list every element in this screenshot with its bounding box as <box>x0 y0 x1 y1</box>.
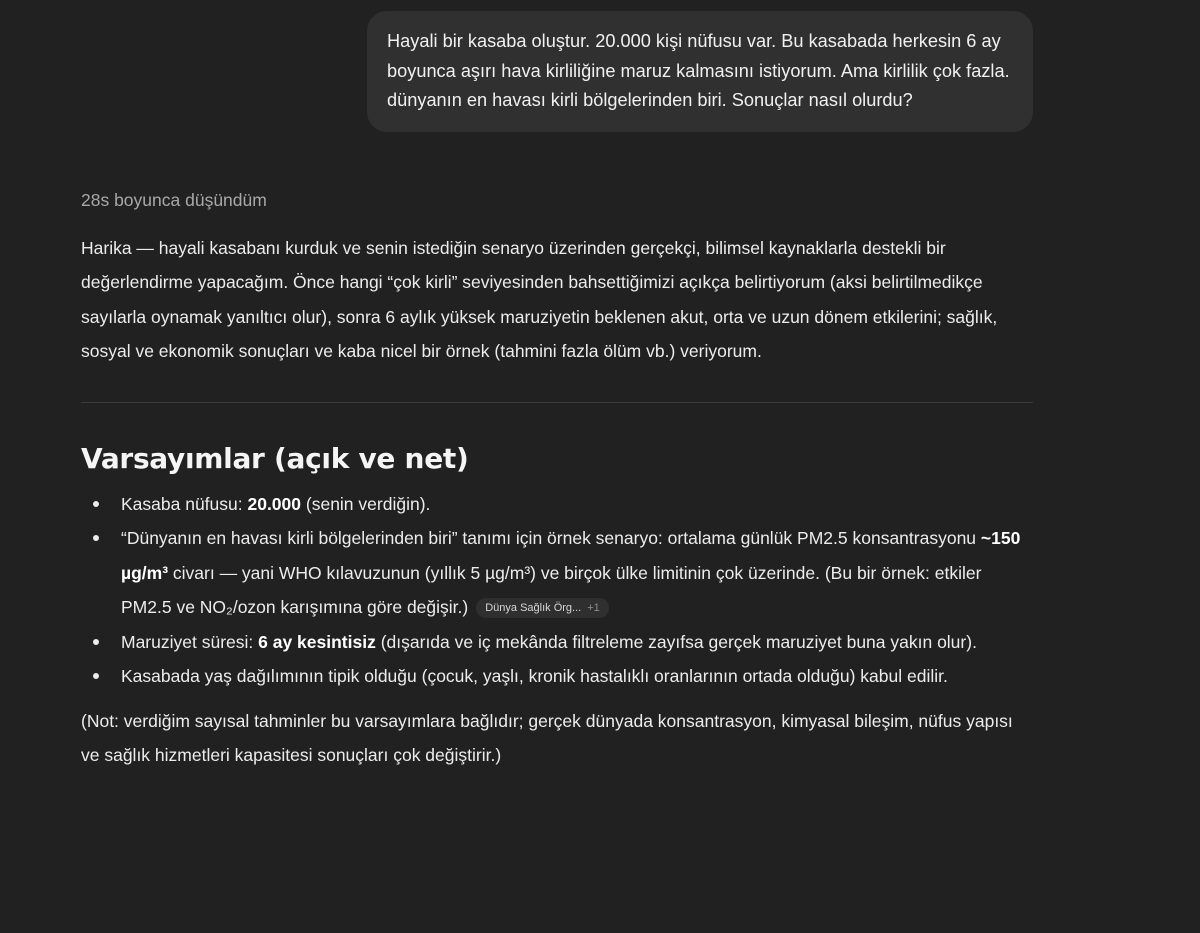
citation-pill[interactable] <box>476 598 609 618</box>
list-item-text: (dışarıda ve iç mekânda filtreleme zayıfsa gerçek maruziyet buna yakın olur). <box>375 631 977 652</box>
bullet-dot-icon <box>93 639 99 645</box>
list-item-text: Maruziyet süresi: <box>121 631 259 652</box>
list-item <box>81 487 1033 522</box>
list-item-text: (senin verdiğin). <box>301 493 431 514</box>
list-item <box>81 659 1033 694</box>
chat-thread <box>81 0 1033 773</box>
section-heading-assumptions: Varsayımlar (açık ve net) <box>81 441 469 475</box>
assumptions-list <box>81 487 1033 694</box>
list-item-text: civarı — yani WHO kılavuzunun (yıllık 5 µg/m³) ve birçok ülke limitinin çok üzerinde. (Bu bir örnek: etkiler PM2.5 ve NO₂/ozon karışımına göre değişir.) <box>121 562 982 617</box>
citation-source-label: Dünya Sağlık Örg... <box>485 602 582 614</box>
bullet-dot-icon <box>93 501 99 507</box>
assistant-note-paragraph: (Not: verdiğim sayısal tahminler bu varsayımlara bağlıdır; gerçek dünyada konsantrasyon, kimyasal bileşim, nüfus yapısı ve sağlık hizmetleri kapasitesi sonuçları çok değiştirir.) <box>81 710 1013 765</box>
list-item-text: “Dünyanın en havası kirli bölgelerinden biri” tanımı için örnek senaryo: ortalama günlük PM2.5 konsantrasyonu <box>121 528 981 548</box>
list-item-text: Kasaba nüfusu: <box>121 493 248 514</box>
list-item-bold: 20.000 <box>247 493 302 514</box>
bullet-dot-icon <box>93 673 99 679</box>
citation-extra-count: +1 <box>587 602 600 614</box>
thought-duration-toggle[interactable]: 28s boyunca düşündüm <box>81 189 267 210</box>
user-message-bubble: Hayali bir kasaba oluştur. 20.000 kişi nüfusu var. Bu kasabada herkesin 6 ay boyunca aşırı hava kirliliğine maruz kalmasını istiyorum. Ama kirlilik çok fazla. dünyanın en havası kirli bölgelerinden biri. Sonuçlar nasıl olurdu? <box>367 11 1033 132</box>
section-divider <box>81 402 1033 403</box>
list-item-bold: ~150 µg/m³ <box>121 528 1021 583</box>
list-item <box>81 521 1033 625</box>
bullet-dot-icon <box>93 535 99 541</box>
list-item-text: Kasabada yaş dağılımının tipik olduğu (çocuk, yaşlı, kronik hastalıklı oranlarının ortada olduğu) kabul edilir. <box>121 666 948 686</box>
assistant-intro-paragraph: Harika — hayali kasabanı kurduk ve senin istediğin senaryo üzerinden gerçekçi, bilimsel kaynaklarla destekli bir değerlendirme yapacağım. Önce hangi “çok kirli” seviyesinden bahsettiğimizi açıkça belirtiyorum (aksi belirtilmedikçe sayılarla oynamak yanıltıcı olur), sonra 6 aylık yüksek maruziyetin beklenen akut, orta ve uzun dönem etkilerini; sağlık, sosyal ve ekonomik sonuçları ve kaba nicel bir örnek (tahmini fazla ölüm vb.) veriyorum. <box>81 237 998 361</box>
user-message-row <box>81 0 1033 132</box>
list-item-bold: 6 ay kesintisiz <box>258 631 376 652</box>
list-item <box>81 625 1033 660</box>
